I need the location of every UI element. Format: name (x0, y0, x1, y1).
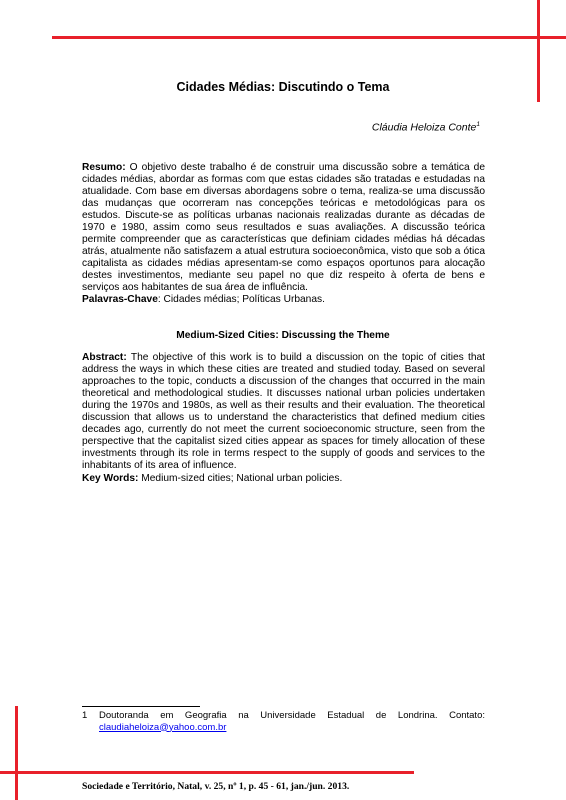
article-title: Cidades Médias: Discutindo o Tema (176, 80, 390, 94)
english-title: Medium-Sized Cities: Discussing the Theme (176, 330, 390, 341)
abstract-en-label: Abstract: (82, 352, 127, 363)
keywords-pt (82, 294, 325, 305)
keywords-pt-text: : Cidades médias; Políticas Urbanas. (157, 294, 325, 305)
abstract-pt-text: O objetivo deste trabalho é de construir uma discussão sobre a temática de cidades médias, abordar as formas com que estas cidades são tratadas e estudadas na atualidade. Com base em diversas abordagens sobre o tema, realiza-se uma discussão das mudanças que ocorreram nas concepções teóricas e metodológicas para os estudos. Discute-se as políticas urbanas nacionais realizadas durante as décadas de 1970 e 1980, assim como seus resultados e suas avaliações. A discussão teórica permite compreender que as características que definiam cidades médias há décadas atrás, atualmente não satisfazem a atual estrutura socioeconômica, visto que sob a ótica capitalista as cidades médias apresentam-se como espaços oportunos para alocação destes investimentos, mediante seu papel no que diz respeito à oferta de bens e serviços aos habitantes de sua área de influência. (82, 162, 485, 294)
author-line (372, 121, 480, 134)
footnote-rule (82, 706, 200, 707)
left-red-line (15, 706, 18, 800)
journal-footer: Sociedade e Território, Natal, v. 25, nº 1, p. 45 - 61, jan./jun. 2013. (82, 781, 350, 792)
author-name: Cláudia Heloiza Conte (371, 121, 477, 134)
keywords-en (82, 473, 342, 484)
abstract-pt (82, 162, 485, 295)
top-red-line (52, 36, 566, 39)
keywords-en-label: Key Words: (82, 473, 139, 484)
footnote-number: 1 (82, 710, 88, 721)
abstract-pt-label: Resumo: (82, 162, 126, 173)
bottom-red-line (0, 771, 414, 774)
footnote-text: Doutoranda em Geografia na Universidade Estadual de Londrina. Contato: (99, 710, 485, 721)
abstract-en-text: The objective of this work is to build a discussion on the topic of cities that address the ways in which these cities are treated and studied today. Based on several approaches to the topic, conducts a discussion of the changes that occurred in the main theoretical and methodological studies. It discusses national urban policies undertaken during the 1970s and 1980s, as well as their results and their evaluation. The theoretical discussion that allows us to understand the characteristics that defined medium cities decades ago, currently do not meet the current socioeconomic structure, seen from the perspective that the capitalist sized cities appear as spaces for timely allocation of these investments through its role in terms respect to the supply of goods and services to the inhabitants of its area of influence. (82, 352, 485, 472)
abstract-en (82, 352, 485, 472)
author-footnote-mark: 1 (476, 121, 480, 128)
keywords-pt-label: Palavras-Chave (82, 294, 158, 305)
footnote-email-link[interactable]: claudiaheloiza@yahoo.com.br (99, 721, 227, 733)
keywords-en-text: Medium-sized cities; National urban policies. (141, 473, 343, 484)
